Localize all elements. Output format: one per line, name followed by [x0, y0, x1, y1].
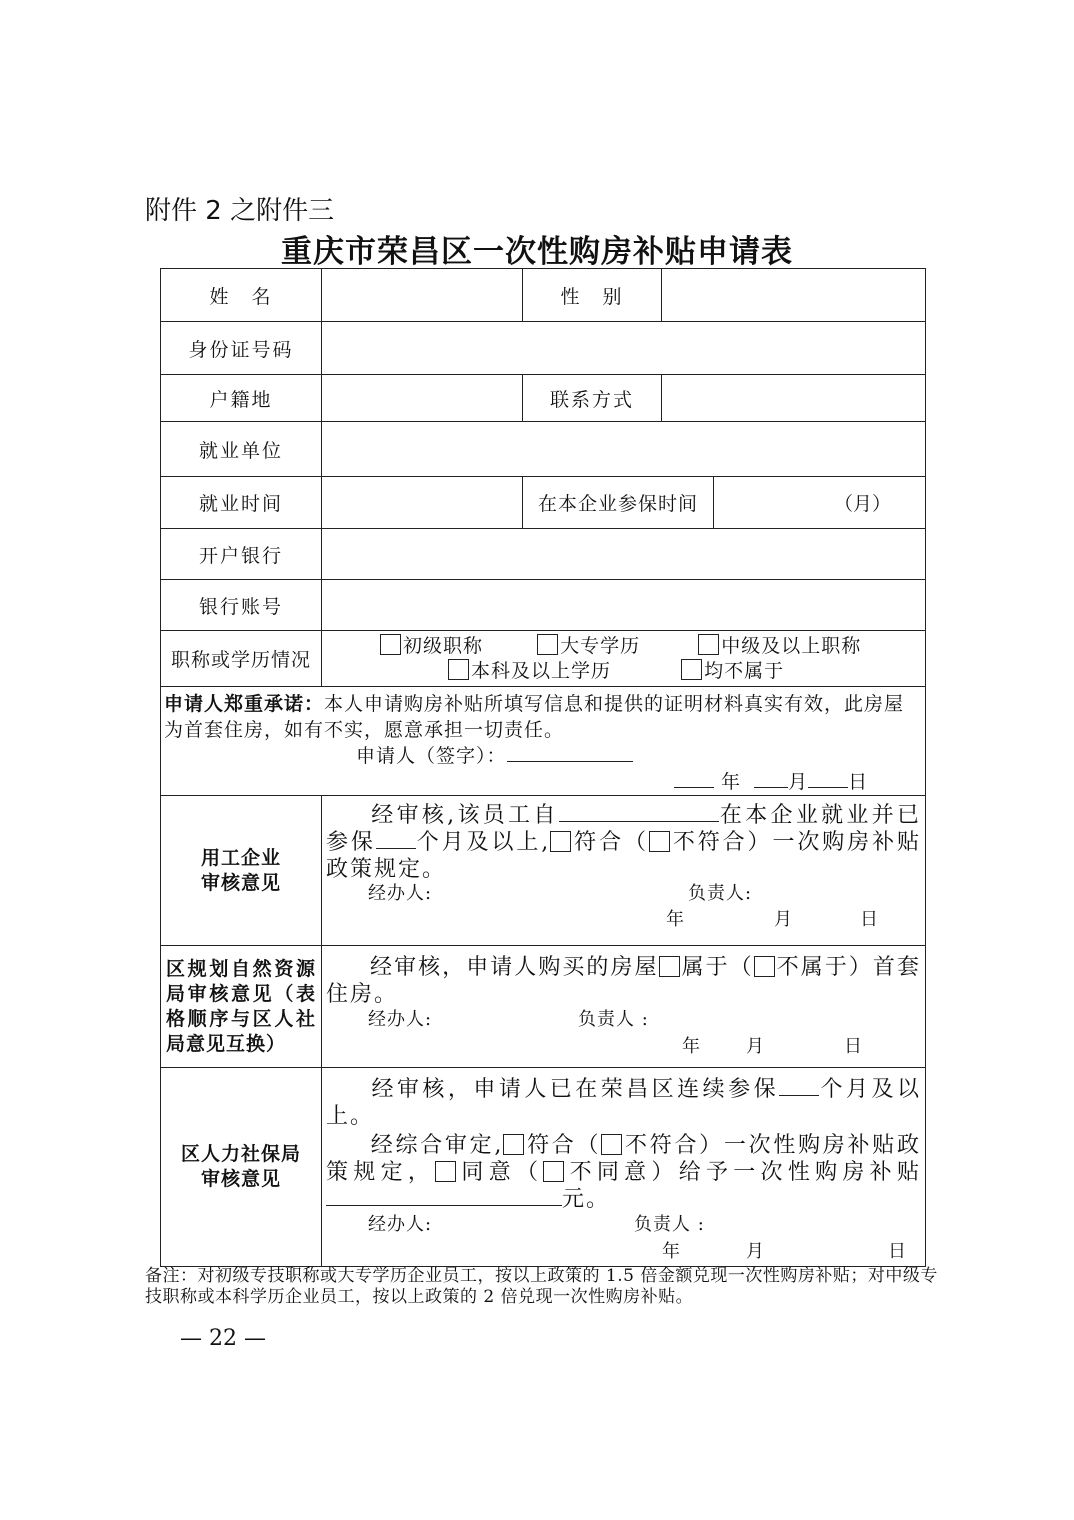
- none-option: 均不属于: [704, 659, 785, 682]
- pledge-date-line: [164, 769, 922, 795]
- name-label: 姓 名: [161, 269, 322, 322]
- id-number-field[interactable]: [322, 322, 926, 375]
- gender-label: 性 别: [523, 269, 662, 322]
- employer-leader-label: 负责人:: [688, 883, 753, 904]
- college-checkbox[interactable]: [537, 634, 558, 655]
- employer-review-text: [322, 802, 925, 883]
- college-option: 大专学历: [560, 634, 641, 657]
- months-unit: （月）: [833, 493, 891, 515]
- employer-review-t5: 不符合）一次购房补贴政策规定。: [326, 830, 921, 882]
- planning-first-home-checkbox[interactable]: [659, 956, 680, 977]
- planning-review-t1: 经审核，申请人购买的房屋: [370, 955, 659, 980]
- hr-review-t3: 经综合审定,: [370, 1133, 504, 1158]
- applicant-signature-field[interactable]: [507, 743, 633, 762]
- hr-review-t2: 个月及以上。: [326, 1077, 921, 1129]
- hr-review-t6: 同意（: [458, 1160, 544, 1185]
- hr-review-t7: 不同意）给予一次性购房补贴: [566, 1160, 921, 1185]
- employment-time-field[interactable]: [322, 477, 523, 529]
- pledge-cell: [161, 687, 926, 796]
- employer-field[interactable]: [322, 422, 926, 477]
- planning-review-t2: 属于（: [681, 955, 754, 980]
- applicant-signature-label: 申请人（签字）：: [356, 745, 507, 767]
- title-education-options: [322, 631, 926, 687]
- title-education-label: 职称或学历情况: [161, 631, 322, 687]
- form-title: 重庆市荣昌区一次性购房补贴申请表: [281, 234, 793, 270]
- gender-field[interactable]: [662, 269, 926, 322]
- hr-insured-months-blank[interactable]: [779, 1077, 819, 1096]
- planning-not-first-home-checkbox[interactable]: [754, 956, 775, 977]
- planning-review-month: 月: [746, 1036, 765, 1057]
- hr-handler-label: 经办人:: [368, 1214, 433, 1235]
- planning-leader-label: 负责人 :: [578, 1009, 649, 1030]
- contact-field[interactable]: [662, 375, 926, 422]
- planning-review-cell: [322, 946, 926, 1068]
- hr-meets-checkbox[interactable]: [503, 1134, 524, 1155]
- hr-review-t8: 元。: [562, 1187, 611, 1212]
- contact-label: 联系方式: [523, 375, 662, 422]
- planning-review-date: [322, 1032, 925, 1056]
- employer-review-day: 日: [860, 909, 879, 930]
- employer-review-label-text: 用工企业审核意见: [200, 846, 281, 894]
- employer-meets-checkbox[interactable]: [550, 831, 571, 852]
- account-field[interactable]: [322, 580, 926, 631]
- employer-review-t3: 个月及以上,: [415, 830, 551, 855]
- hr-review-signers: [322, 1213, 925, 1237]
- pledge-text: 本人申请购房补贴所填写信息和提供的证明材料真实有效，此房屋为首套住房，如有不实，愿意承担一切责任。: [164, 693, 905, 741]
- employment-start-blank[interactable]: [559, 803, 719, 822]
- pledge-month-blank[interactable]: [754, 769, 788, 788]
- hr-review-t1: 经审核，申请人已在荣昌区连续参保: [370, 1077, 780, 1102]
- hr-review-text-1: [322, 1076, 925, 1130]
- junior-title-option: 初级职称: [403, 634, 484, 657]
- hr-review-text-2: [322, 1132, 925, 1213]
- hr-review-t5: 不符合）一次性购房补贴政策规定，: [326, 1133, 921, 1185]
- bank-field[interactable]: [322, 529, 926, 580]
- employer-review-t4: 符合（: [573, 830, 649, 855]
- planning-review-label-text: 区规划自然资源局审核意见（表格顺序与区人社局意见互换）: [166, 957, 316, 1055]
- hr-review-year: 年: [662, 1241, 681, 1262]
- application-form-table: [160, 268, 926, 1267]
- hr-review-date: [322, 1237, 925, 1261]
- hr-not-meets-checkbox[interactable]: [601, 1134, 622, 1155]
- pledge-day-blank[interactable]: [808, 769, 848, 788]
- bank-label: 开户银行: [161, 529, 322, 580]
- employment-time-label: 就业时间: [161, 477, 322, 529]
- pledge-heading: 申请人郑重承诺：: [164, 693, 325, 715]
- footnote: 备注：对初级专技职称或大专学历企业员工，按以上政策的 1.5 倍金额兑现一次性购房补贴；对中级专技职称或本科学历企业员工，按以上政策的 2 倍兑现一次性购房补贴。: [145, 1266, 938, 1307]
- planning-review-signers: [322, 1008, 925, 1032]
- insured-time-field[interactable]: [714, 477, 926, 529]
- hr-review-cell: [322, 1068, 926, 1267]
- hukou-label: 户籍地: [161, 375, 322, 422]
- bachelor-option: 本科及以上学历: [471, 659, 612, 682]
- employer-not-meets-checkbox[interactable]: [649, 831, 670, 852]
- page-number: — 22 —: [180, 1326, 266, 1351]
- hr-review-month: 月: [746, 1241, 765, 1262]
- applicant-signature-line: [164, 743, 922, 769]
- planning-review-label: [161, 946, 322, 1068]
- hr-leader-label: 负责人 :: [634, 1214, 705, 1235]
- planning-review-text: [322, 954, 925, 1008]
- employer-review-t2: 在本企业就业并已参保: [326, 803, 921, 855]
- id-number-label: 身份证号码: [161, 322, 322, 375]
- pledge-month: 月: [788, 771, 809, 793]
- employer-review-year: 年: [666, 909, 685, 930]
- employer-review-t1: 经审核,该员工自: [370, 803, 559, 828]
- hr-disagree-checkbox[interactable]: [543, 1161, 564, 1182]
- planning-handler-label: 经办人:: [368, 1009, 433, 1030]
- hr-review-day: 日: [888, 1241, 907, 1262]
- employer-review-cell: [322, 796, 926, 946]
- employer-review-signers: [322, 883, 925, 905]
- mid-title-checkbox[interactable]: [698, 634, 719, 655]
- pledge-year-blank[interactable]: [674, 769, 714, 788]
- pledge-year: 年: [721, 771, 742, 793]
- none-checkbox[interactable]: [681, 659, 702, 680]
- planning-review-year: 年: [682, 1036, 701, 1057]
- mid-title-option: 中级及以上职称: [721, 634, 862, 657]
- hukou-field[interactable]: [322, 375, 523, 422]
- pledge-day: 日: [848, 771, 869, 793]
- account-label: 银行账号: [161, 580, 322, 631]
- planning-review-t3: 不属于）首套住房。: [326, 955, 921, 1007]
- employer-review-date: [322, 905, 925, 929]
- insured-months-blank[interactable]: [376, 830, 416, 849]
- employer-handler-label: 经办人:: [368, 883, 433, 904]
- pledge-statement: [164, 691, 922, 743]
- employer-review-month: 月: [774, 909, 793, 930]
- hr-review-t4: 符合（: [526, 1133, 602, 1158]
- employer-review-label: [161, 796, 322, 946]
- hr-review-label-text: 区人力社保局审核意见: [180, 1143, 301, 1190]
- attachment-label: 附件 2 之附件三: [145, 196, 335, 226]
- hr-review-label: [161, 1068, 322, 1267]
- junior-title-checkbox[interactable]: [380, 634, 401, 655]
- subsidy-amount-blank[interactable]: [326, 1187, 562, 1206]
- name-field[interactable]: [322, 269, 523, 322]
- employer-label: 就业单位: [161, 422, 322, 477]
- bachelor-checkbox[interactable]: [448, 659, 469, 680]
- insured-time-label: 在本企业参保时间: [523, 477, 714, 529]
- hr-agree-checkbox[interactable]: [435, 1161, 456, 1182]
- planning-review-day: 日: [844, 1036, 863, 1057]
